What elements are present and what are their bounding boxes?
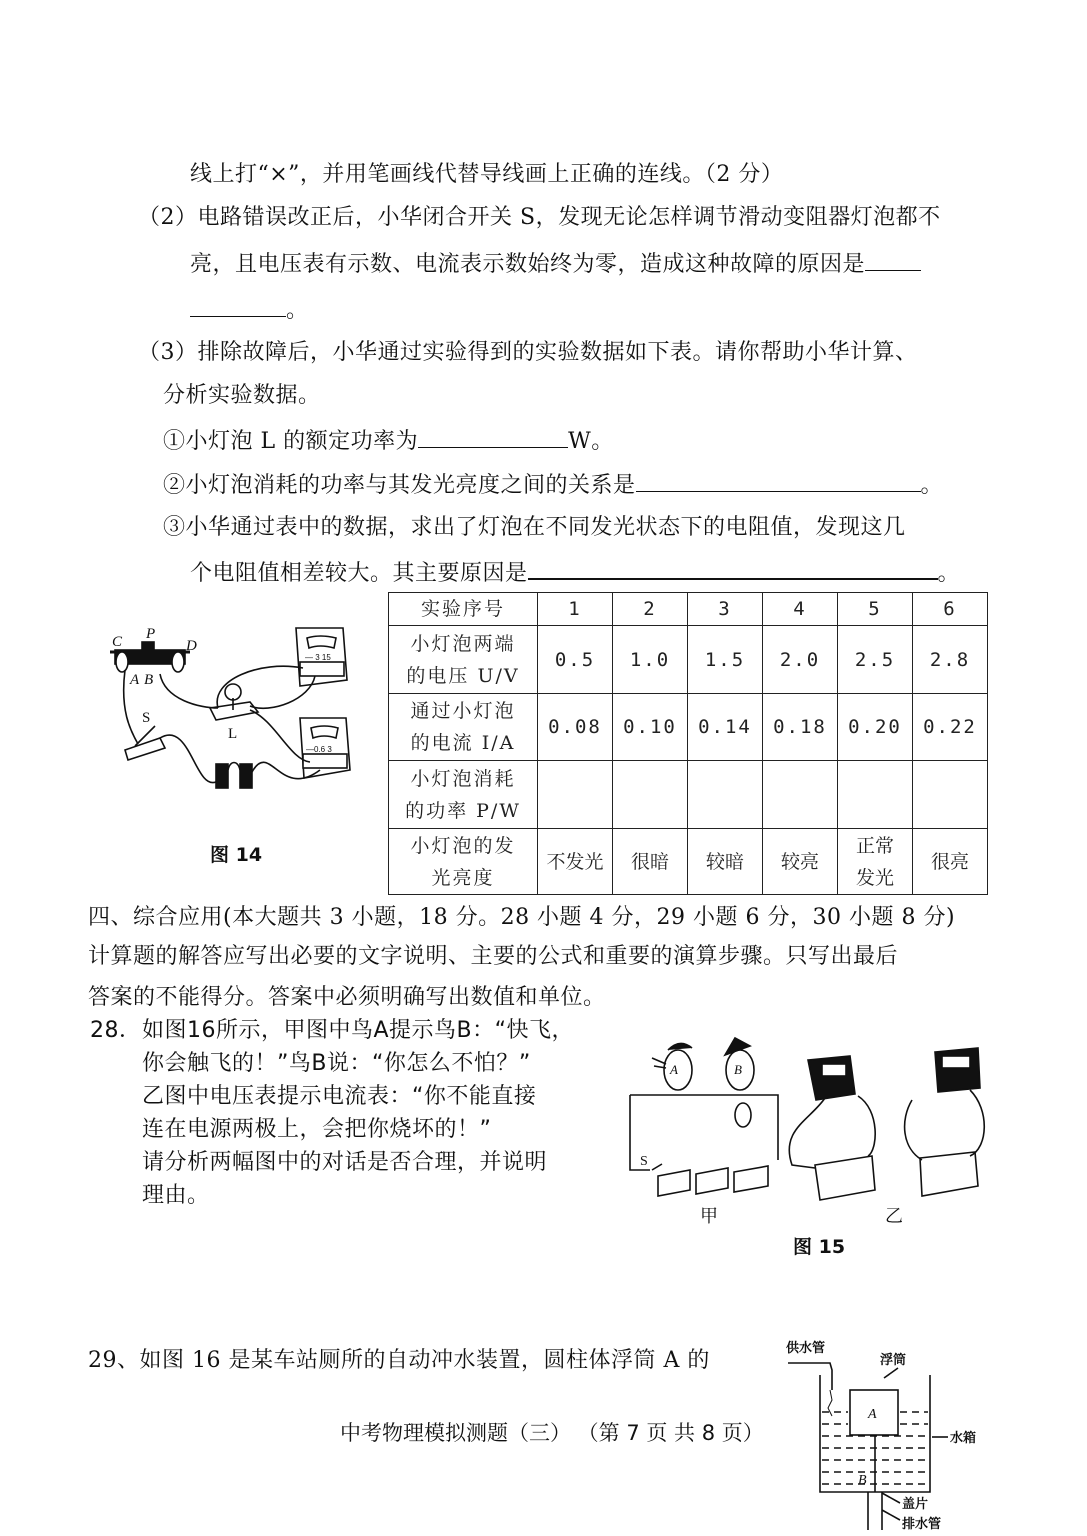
power-input-cell[interactable]	[688, 761, 763, 829]
label-s: S	[142, 710, 151, 726]
q28-line: 理由。	[142, 1183, 210, 1208]
answer-blank-2a[interactable]	[865, 250, 921, 271]
meter-icon	[808, 1056, 855, 1100]
table-cell: 不发光	[538, 829, 613, 895]
voltmeter-scale: — 3 15	[305, 653, 331, 662]
battery-pack	[658, 1166, 768, 1196]
label-b: B	[144, 672, 154, 688]
section4-heading	[88, 905, 955, 931]
q27-sub1	[163, 427, 614, 455]
bulb-icon	[735, 1103, 751, 1127]
section4-line2: 计算题的解答应写出必要的文字说明、主要的公式和重要的演算步骤。只写出最后	[88, 944, 899, 969]
table-cell: 2.8	[913, 626, 988, 694]
table-cell: 很暗	[613, 829, 688, 895]
table-header-cell: 4	[763, 593, 838, 626]
table-cell: 0.10	[613, 694, 688, 761]
table-cell: 1.5	[688, 626, 763, 694]
row-label: 小灯泡的发 光亮度	[389, 829, 538, 895]
supply-pipe	[788, 1363, 832, 1390]
bird-a-label: A	[670, 1062, 678, 1077]
label-float: 浮筒	[880, 1353, 907, 1368]
table-row-power	[389, 761, 988, 829]
q27-part2-line2	[190, 250, 921, 278]
table-row-voltage	[389, 626, 988, 694]
q27-part2-line1: （2）电路错误改正后，小华闭合开关 S，发现无论怎样调节滑动变阻器灯泡都不	[138, 205, 941, 230]
table-header-cell: 5	[838, 593, 913, 626]
label-c: C	[112, 634, 123, 650]
table-cell: 0.14	[688, 694, 763, 761]
period: 。	[286, 298, 309, 323]
battery-cell	[240, 764, 252, 788]
label-d: D	[186, 638, 197, 654]
table-cell: 0.22	[913, 694, 988, 761]
table-cell: 较亮	[763, 829, 838, 895]
table-cell: 很亮	[913, 829, 988, 895]
table-cell: 0.5	[538, 626, 613, 694]
section4-line3: 答案的不能得分。答案中必须明确写出数值和单位。	[88, 985, 606, 1010]
row-label: 小灯泡消耗 的功率 P/W	[389, 761, 538, 829]
label-a: A	[868, 1407, 877, 1422]
power-input-cell[interactable]	[538, 761, 613, 829]
sub3-end: 。	[937, 561, 961, 586]
label-tank: 水箱	[950, 1431, 977, 1446]
figure-14-caption: 图 14	[210, 844, 263, 866]
q27-part2-text: 亮，且电压表有示数、电流表示数始终为零，造成这种故障的原因是	[190, 252, 866, 277]
sub2-end: 。	[920, 473, 944, 498]
table-cell: 0.20	[838, 694, 913, 761]
table-cell: 0.18	[763, 694, 838, 761]
table-cell: 较暗	[688, 829, 763, 895]
power-input-cell[interactable]	[838, 761, 913, 829]
label-l: L	[228, 726, 238, 742]
section4-title: 四、综合应用	[88, 905, 224, 930]
power-input-cell[interactable]	[913, 761, 988, 829]
answer-blank-relation[interactable]	[636, 471, 921, 492]
q27-part3-line1: （3）排除故障后，小华通过实验得到的实验数据如下表。请你帮助小华计算、	[138, 340, 918, 365]
label-a: A	[130, 672, 140, 688]
bulb-icon	[225, 684, 241, 700]
label-p: P	[146, 626, 156, 642]
answer-blank-2b[interactable]	[190, 296, 286, 317]
row-label: 小灯泡两端 的电压 U/V	[389, 626, 538, 694]
figure-15-sub-b: 乙	[885, 1206, 903, 1227]
figure-15-caption: 图 15	[793, 1236, 846, 1258]
battery-icon	[920, 1152, 978, 1196]
switch-label: S	[640, 1154, 648, 1169]
label-drain: 排水管	[902, 1517, 942, 1532]
q28-line: 如图16所示，甲图中鸟A提示鸟B：“快飞，	[142, 1018, 575, 1043]
experiment-table	[388, 592, 988, 895]
answer-blank-rated-power[interactable]	[418, 427, 568, 448]
meter-icon	[935, 1048, 980, 1092]
bird-b-label: B	[734, 1062, 742, 1077]
sub3-text: 个电阻值相差较大。其主要原因是	[190, 561, 528, 586]
q28-number: 28．	[90, 1018, 142, 1043]
table-header-cell: 1	[538, 593, 613, 626]
answer-blank-reason[interactable]	[528, 558, 938, 580]
table-cell: 2.5	[838, 626, 913, 694]
label-supply-pipe: 供水管	[786, 1341, 826, 1356]
figure-16-flush-device	[780, 1330, 1020, 1536]
figure-15-illustration	[610, 1030, 1010, 1210]
q28-line: 你会触飞的！”鸟B说：“你怎么不怕？”	[142, 1051, 531, 1076]
table-header-cell: 6	[913, 593, 988, 626]
q28-line: 连在电源两极上，会把你烧坏的！”	[142, 1117, 492, 1142]
table-cell: 正常 发光	[838, 829, 913, 895]
figure-15-sub-a: 甲	[700, 1206, 718, 1227]
sub1-text: ①小灯泡 L 的额定功率为	[163, 429, 419, 454]
label-b: B	[858, 1473, 867, 1488]
table-header-cell: 3	[688, 593, 763, 626]
q27-sub2	[163, 471, 943, 499]
row-label: 通过小灯泡 的电流 I/A	[389, 694, 538, 761]
q27-part2-line3	[190, 296, 309, 324]
q27-sub3-line2	[190, 558, 960, 587]
sub1-unit: W。	[568, 429, 614, 454]
q27-part3-line2: 分析实验数据。	[163, 383, 321, 408]
ammeter-scale: —0.6 3	[306, 745, 332, 754]
power-input-cell[interactable]	[613, 761, 688, 829]
q27-part1-tail: 线上打“×”，并用笔画线代替导线画上正确的连线。（2 分）	[190, 162, 784, 187]
table-header-label: 实验序号	[389, 593, 538, 626]
table-cell: 2.0	[763, 626, 838, 694]
switch-board	[125, 738, 165, 760]
battery-icon	[815, 1156, 875, 1200]
table-row-current	[389, 694, 988, 761]
q29-text: 29、如图 16 是某车站厕所的自动冲水装置，圆柱体浮筒 A 的	[88, 1348, 710, 1373]
label-cover: 盖片	[902, 1497, 929, 1512]
table-header-row	[389, 593, 988, 626]
section4-note: (本大题共 3 小题，18 分。28 小题 4 分，29 小题 6 分，30 小题 8 分)	[223, 905, 956, 930]
sub2-text: ②小灯泡消耗的功率与其发光亮度之间的关系是	[163, 473, 636, 498]
q28-line: 乙图中电压表提示电流表：“你不能直接	[142, 1084, 537, 1109]
page-footer: 中考物理模拟测题（三） （第 7 页 共 8 页）	[340, 1421, 764, 1445]
table-header-cell: 2	[613, 593, 688, 626]
wire-loop	[630, 1095, 778, 1170]
battery-cell	[216, 764, 228, 788]
q28-line: 请分析两幅图中的对话是否合理，并说明	[142, 1150, 548, 1175]
q27-sub3-line1: ③小华通过表中的数据，求出了灯泡在不同发光状态下的电阻值，发现这几	[163, 515, 906, 540]
table-row-brightness	[389, 829, 988, 895]
table-cell: 1.0	[613, 626, 688, 694]
table-cell: 0.08	[538, 694, 613, 761]
power-input-cell[interactable]	[763, 761, 838, 829]
figure-14-circuit	[100, 620, 380, 810]
